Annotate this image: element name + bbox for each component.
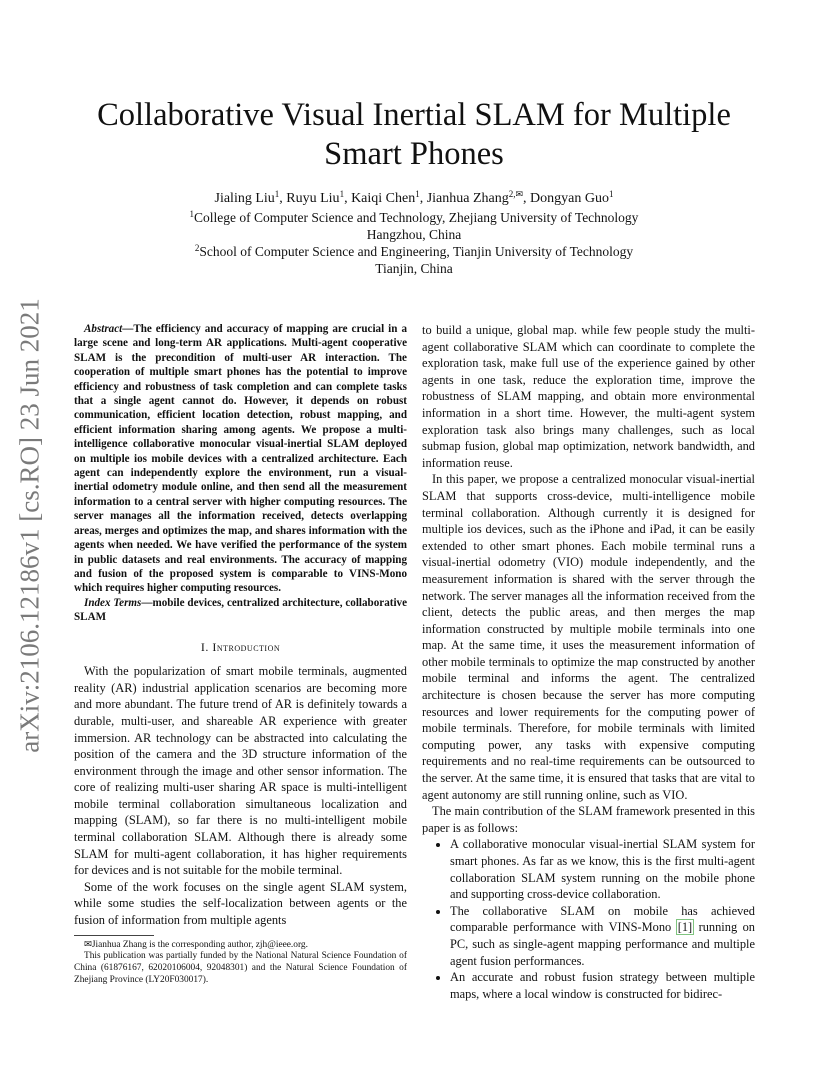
list-item xyxy=(450,903,755,969)
arxiv-identifier xyxy=(0,290,60,760)
footnote-funding: This publication was partially funded by the National Natural Science Foundation of China (61876167, 62020106004, 92048301) and the Natural Science Foundation of Zhejiang Province (LY20F030017). xyxy=(74,951,407,986)
affiliation-1-line-2: Hangzhou, China xyxy=(366,227,462,242)
section-title: Introduction xyxy=(212,639,281,654)
list-item: • An accurate and robust fusion strategy between multiple maps, where a local window is constructed for bidirec- xyxy=(450,969,755,1002)
author-sup: 1 xyxy=(339,189,345,199)
author-name: Dongyan Guo xyxy=(530,191,609,206)
author-sup: 2,✉ xyxy=(508,189,524,199)
affiliation-1-line-1: College of Computer Science and Technology, Zhejiang University of Technology xyxy=(194,210,639,225)
author-name: Ruyu Liu xyxy=(286,191,340,206)
index-terms-label: Index Terms xyxy=(84,596,142,609)
body-paragraph: With the popularization of smart mobile terminals, augmented reality (AR) industrial application scenarios are becoming more and more abundant. The future trend of AR is definitely towards a durable, multi-user, and shareable AR experience with greater immersion. AR technology can be abstracted into calculating the position of the camera and the 3D structure information of the environment through the image and other sensor information. The core of realizing multi-user sharing AR space is multi-intelligent mobile terminal collaboration simultaneous localization and mapping (SLAM), so far there is no multi-intelligent mobile terminal collaboration SLAM. Although there is already some SLAM for multi-agent collaboration, it has higher requirements for devices and is not suitable for the mobile terminal. xyxy=(74,664,407,878)
affiliation-sup: 2 xyxy=(194,243,200,253)
author-list: Jialing Liu$^1$, Ruyu Liu$^1$, Kaiqi Chen$^1$, Jianhua Zhang$^{2,✉}$, Dongyan Guo$^1$ xyxy=(214,189,614,206)
abstract xyxy=(74,322,407,596)
author-sup: 1 xyxy=(274,189,280,199)
body-paragraph: In this paper, we propose a centralized monocular visual-inertial SLAM that supports cross-device, multi-intelligence mobile terminal collaboration. Although currently it is designed for multiple ios devices, such as the iPhone and iPad, it can be easily extended to other smart phones. Each mobile terminal runs a visual-inertial odometry (VIO) module independently, and the measurement information is shared with the server through the network. The server manages all the information received from the client, detects the public areas, and then merges the map information constructed by multiple mobile terminals into one map. At the same time, it uses the measurement information of other mobile terminals to optimize the map constructed by another mobile terminal and informs the agent. The centralized architecture is chosen because the server has more computing resources and lower requirements for the computing power of mobile terminals. Therefore, for mobile terminals with limited computing power, any tasks with expensive computing requirements and no real-time requirements can be outsourced to the server. At the same time, it is ensured that tasks that are vital to agent autonomy are still running online, such as VIO. xyxy=(422,472,755,802)
author-name: Jialing Liu xyxy=(214,191,275,206)
abstract-label: Abstract xyxy=(84,323,123,335)
list-item-text: The collaborative SLAM on mobile has achieved comparable performance with VINS-Mono xyxy=(450,903,755,935)
author-name: Kaiqi Chen xyxy=(351,191,416,206)
body-paragraph: to build a unique, global map. while few people study the multi-agent collaborative SLAM which can coordinate to complete the exploration task, make full use of the experience gained by other agents in one task, reduce the exploration time, improve the robustness of SLAM mapping, and obtain more environmental information in a short time. However, the multi-agent system exploration task also brings many challenges, such as local submap fusion, global map optimization, network bandwidth, and information reuse. xyxy=(422,323,755,470)
title-line-1: Collaborative Visual Inertial SLAM for Multiple xyxy=(97,97,731,133)
affiliation-2-line-1: School of Computer Science and Engineering, Tianjin University of Technology xyxy=(199,244,634,259)
author-name: Jianhua Zhang xyxy=(426,191,509,206)
abstract-text: —The efficiency and accuracy of mapping are crucial in a large scene and long-term AR applications. Multi-agent cooperative SLAM is the precondition of multi-user AR interaction. The cooperation of multiple smart phones has the potential to improve efficiency and robustness of task completion and can complete tasks that a single agent cannot do. However, it depends on robust communication, efficient location detection, robust mapping, and efficient information sharing among agents. We propose a multi-intelligence collaborative monocular visual-inertial SLAM deployed on multiple ios mobile devices with a centralized architecture. Each agent can independently explore the environment, run a visual-inertial odometry module online, and then send all the measurement information to a central server with higher computing resources. The server manages all the information received, detects overlapping areas, merges and optimizes the map, and shares information with the agents when needed. We have verified the performance of the system in public datasets and real environments. The accuracy of mapping and fusion of the proposed system is comparable to VINS-Mono which requires higher computing resources. xyxy=(74,323,407,595)
paper-title xyxy=(70,96,758,174)
section-number: I. xyxy=(200,639,209,654)
section-heading xyxy=(74,639,407,656)
footnote-corresponding: ✉Jianhua Zhang is the corresponding author, zjh@ieee.org. xyxy=(84,939,308,950)
body-paragraph: Some of the work focuses on the single agent SLAM system, while some studies the self-localization between agents or the fusion of information from multiple agents xyxy=(74,879,407,928)
affiliation-2 xyxy=(70,243,758,277)
author-sup: 1 xyxy=(415,189,420,199)
affiliation-1 xyxy=(70,209,758,243)
citation-link[interactable]: [1] xyxy=(677,920,693,935)
index-terms-text: —mobile devices, centralized architecture, collaborative SLAM xyxy=(74,596,407,624)
author-block xyxy=(70,190,758,277)
list-item-text: running on PC, such as single-agent mapping performance and multiple agent fusion performances. xyxy=(450,920,755,968)
title-line-2: Smart Phones xyxy=(324,136,504,172)
footnote-divider xyxy=(74,935,154,936)
list-item: • A collaborative monocular visual-inertial SLAM system for smart phones. As far as we know, this is the first multi-agent collaboration SLAM system running on the mobile phone and supporting cross-device collaboration. xyxy=(450,836,755,902)
right-column xyxy=(422,322,755,1002)
arxiv-id-text: arXiv:2106.12186v1 [cs.RO] 23 Jun 2021 xyxy=(14,297,45,753)
body-paragraph: The main contribution of the SLAM framework presented in this paper is as follows: xyxy=(422,804,755,835)
index-terms xyxy=(74,596,407,625)
affiliation-2-line-2: Tianjin, China xyxy=(375,261,453,276)
affiliation-sup: 1 xyxy=(189,209,195,219)
contribution-list xyxy=(422,836,755,1002)
left-column xyxy=(74,322,407,987)
author-sup: 1 xyxy=(608,189,614,199)
